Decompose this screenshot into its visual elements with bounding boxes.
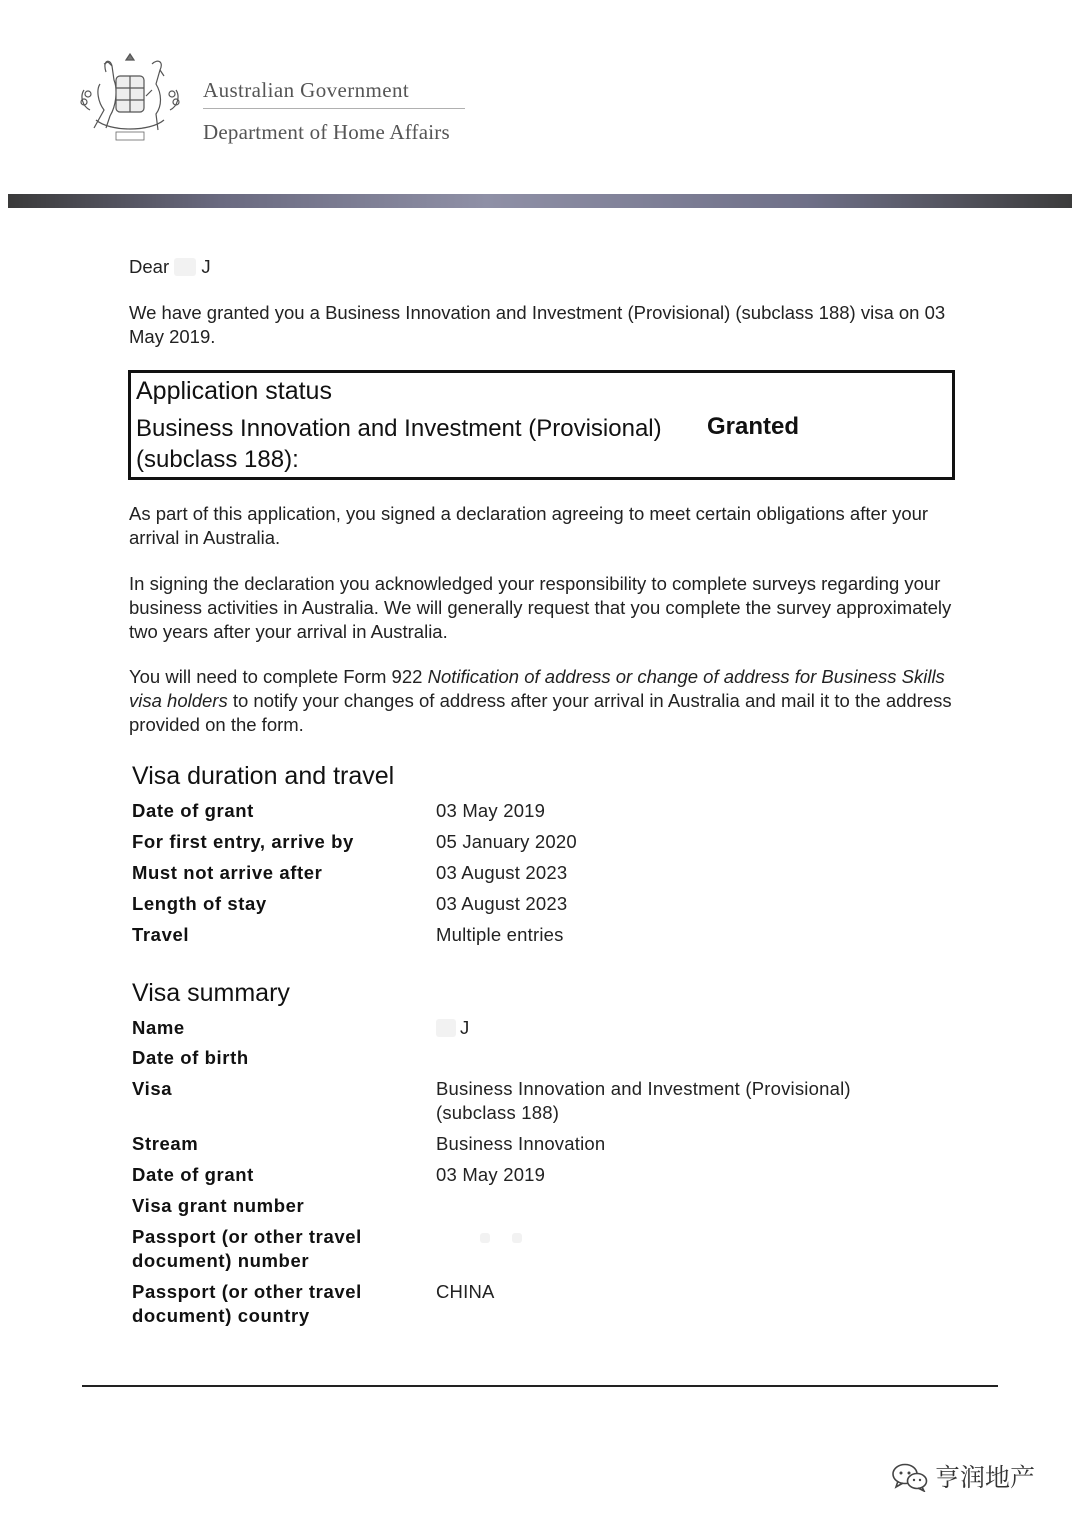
- duration-label: Must not arrive after: [132, 862, 323, 883]
- greeting-word: Dear: [129, 256, 170, 277]
- summary-label: Date of grant: [132, 1164, 254, 1185]
- redacted-block: [436, 1019, 456, 1037]
- duration-value: 03 May 2019: [436, 800, 546, 821]
- status-value: Granted: [707, 413, 800, 440]
- redacted-block: [480, 1233, 490, 1243]
- visa-duration-heading: Visa duration and travel: [132, 762, 395, 790]
- application-status-box: [128, 370, 955, 480]
- form-paragraph-start: You will need to complete Form 922: [129, 666, 428, 687]
- summary-label: Date of birth: [132, 1047, 249, 1068]
- duration-value: 03 August 2023: [436, 893, 568, 914]
- greeting-name: J: [201, 256, 211, 277]
- wechat-icon: [890, 1462, 930, 1492]
- form-name: Notification of address or change of address for Business Skills visa holders: [129, 666, 945, 711]
- header-banner: [8, 194, 1072, 208]
- status-title: Application status: [136, 377, 332, 405]
- department-title: Department of Home Affairs: [203, 120, 450, 144]
- form-paragraph-end: to notify your changes of address after your arrival in Australia and mail it to the address provided on the form.: [129, 690, 952, 735]
- summary-value: Business Innovation and Investment (Provisional) (subclass 188): [436, 1078, 851, 1123]
- summary-label: Visa grant number: [132, 1195, 305, 1216]
- visa-summary-heading: Visa summary: [132, 979, 290, 1007]
- summary-label: Visa: [132, 1078, 173, 1099]
- summary-value: Business Innovation: [436, 1133, 606, 1154]
- summary-value: 03 May 2019: [436, 1164, 546, 1185]
- summary-value: [436, 1225, 946, 1249]
- duration-label: Length of stay: [132, 893, 267, 914]
- summary-label: Stream: [132, 1133, 199, 1154]
- duration-value: 05 January 2020: [436, 831, 577, 852]
- footer-divider: [82, 1385, 998, 1387]
- grant-intro: We have granted you a Business Innovation and Investment (Provisional) (subclass 188) visa on 03 May 2019.: [129, 302, 946, 347]
- coat-of-arms-icon: [66, 50, 194, 146]
- duration-label: For first entry, arrive by: [132, 831, 354, 852]
- summary-name-value: J: [460, 1017, 470, 1038]
- summary-label: Name: [132, 1017, 185, 1038]
- summary-value: [436, 1016, 946, 1040]
- obligations-paragraph: As part of this application, you signed a declaration agreeing to meet certain obligations after your arrival in Australia.: [129, 503, 929, 548]
- redacted-block: [512, 1233, 522, 1243]
- greeting: [129, 255, 959, 279]
- government-title: Australian Government: [203, 78, 410, 102]
- summary-value: CHINA: [436, 1281, 495, 1302]
- summary-label: Passport (or other travel document) number: [132, 1226, 362, 1271]
- surveys-paragraph: In signing the declaration you acknowledged your responsibility to complete surveys regarding your business activities in Australia. We will generally request that you complete the survey approximately two years after your arrival in Australia.: [129, 573, 952, 642]
- duration-value: 03 August 2023: [436, 862, 568, 883]
- header-divider: [203, 108, 465, 109]
- status-visa: Business Innovation and Investment (Provisional) (subclass 188):: [136, 415, 662, 473]
- duration-label: Travel: [132, 924, 190, 945]
- form-paragraph: [129, 665, 959, 737]
- duration-value: Multiple entries: [436, 924, 564, 945]
- duration-label: Date of grant: [132, 800, 254, 821]
- summary-label: Passport (or other travel document) country: [132, 1281, 362, 1326]
- watermark-text: 亨润地产: [935, 1463, 1036, 1492]
- redacted-block: [174, 258, 196, 276]
